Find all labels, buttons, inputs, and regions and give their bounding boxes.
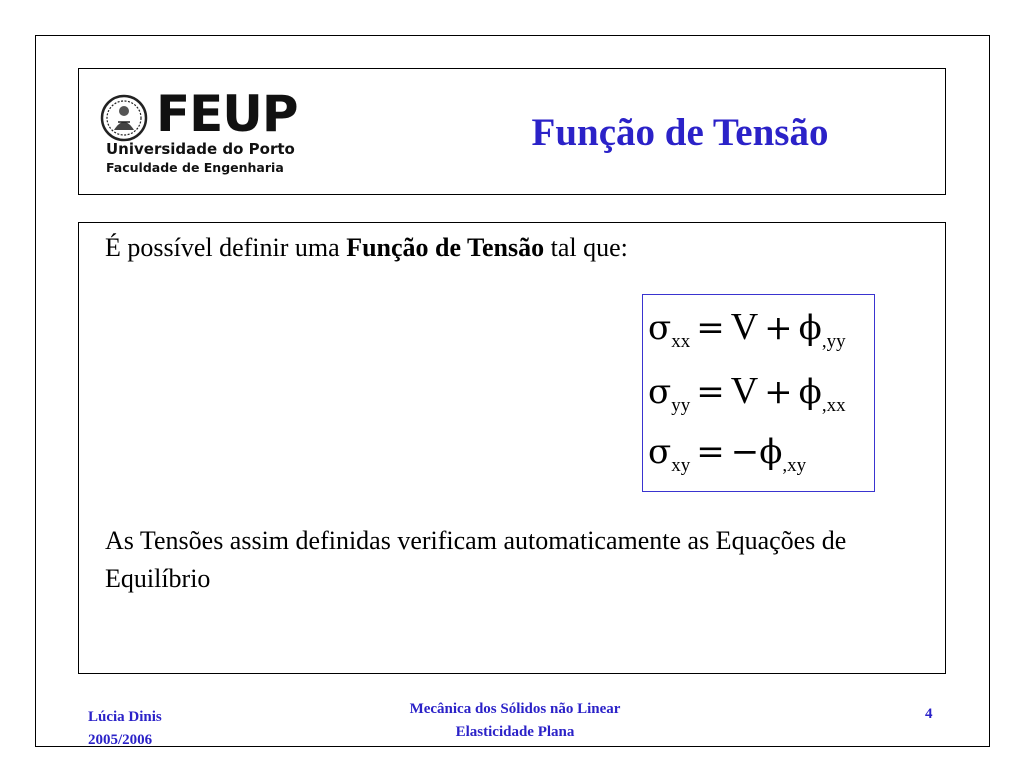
equation-subscript: xx [671,331,691,352]
footer-author [88,706,162,752]
footer-course-name: Mecânica dos Sólidos não Linear [409,701,621,717]
equals-sign: = [696,432,725,472]
equation-sigma-xy [648,432,806,477]
potential-v: V [730,306,759,348]
footer-year: 2005/2006 [88,732,153,748]
sigma-symbol: σ [648,372,672,412]
phi-symbol: ϕ [798,308,822,348]
intro-text [105,233,628,263]
intro-text-before: É possível definir uma [105,233,347,262]
logo-university-name: Universidade do Porto [106,140,295,158]
plus-sign: + [764,308,793,348]
equation-sigma-yy [648,369,846,417]
slide-title: Função de Tensão [531,111,829,154]
phi-subscript: ,yy [821,331,846,352]
phi-symbol: ϕ [759,432,783,472]
plus-sign: + [764,372,793,412]
university-seal-icon [100,94,148,142]
footer-topic: Elasticidade Plana [455,724,575,740]
minus-sign: − [730,432,760,472]
intro-text-bold: Função de Tensão [346,233,545,262]
equation-sigma-xx [648,305,846,353]
logo-faculty-name: Faculdade de Engenharia [106,160,284,175]
equation-subscript: yy [671,395,691,416]
footer-author-name: Lúcia Dinis [88,709,162,725]
equals-sign: = [696,308,725,348]
closing-text: As Tensões assim definidas verificam automaticamente as Equações de Equilíbrio [105,526,847,593]
phi-symbol: ϕ [798,372,822,412]
intro-text-after: tal que: [544,233,628,262]
page-number: 4 [925,706,933,722]
sigma-symbol: σ [648,308,672,348]
sigma-symbol: σ [648,432,672,472]
phi-subscript: ,xx [821,395,846,416]
logo-wordmark: FEUP [156,85,298,143]
equation-subscript: xy [671,455,691,476]
phi-subscript: ,xy [782,455,807,476]
footer-course [360,698,670,744]
feup-logo [100,85,310,180]
potential-v: V [730,370,759,412]
equals-sign: = [696,372,725,412]
